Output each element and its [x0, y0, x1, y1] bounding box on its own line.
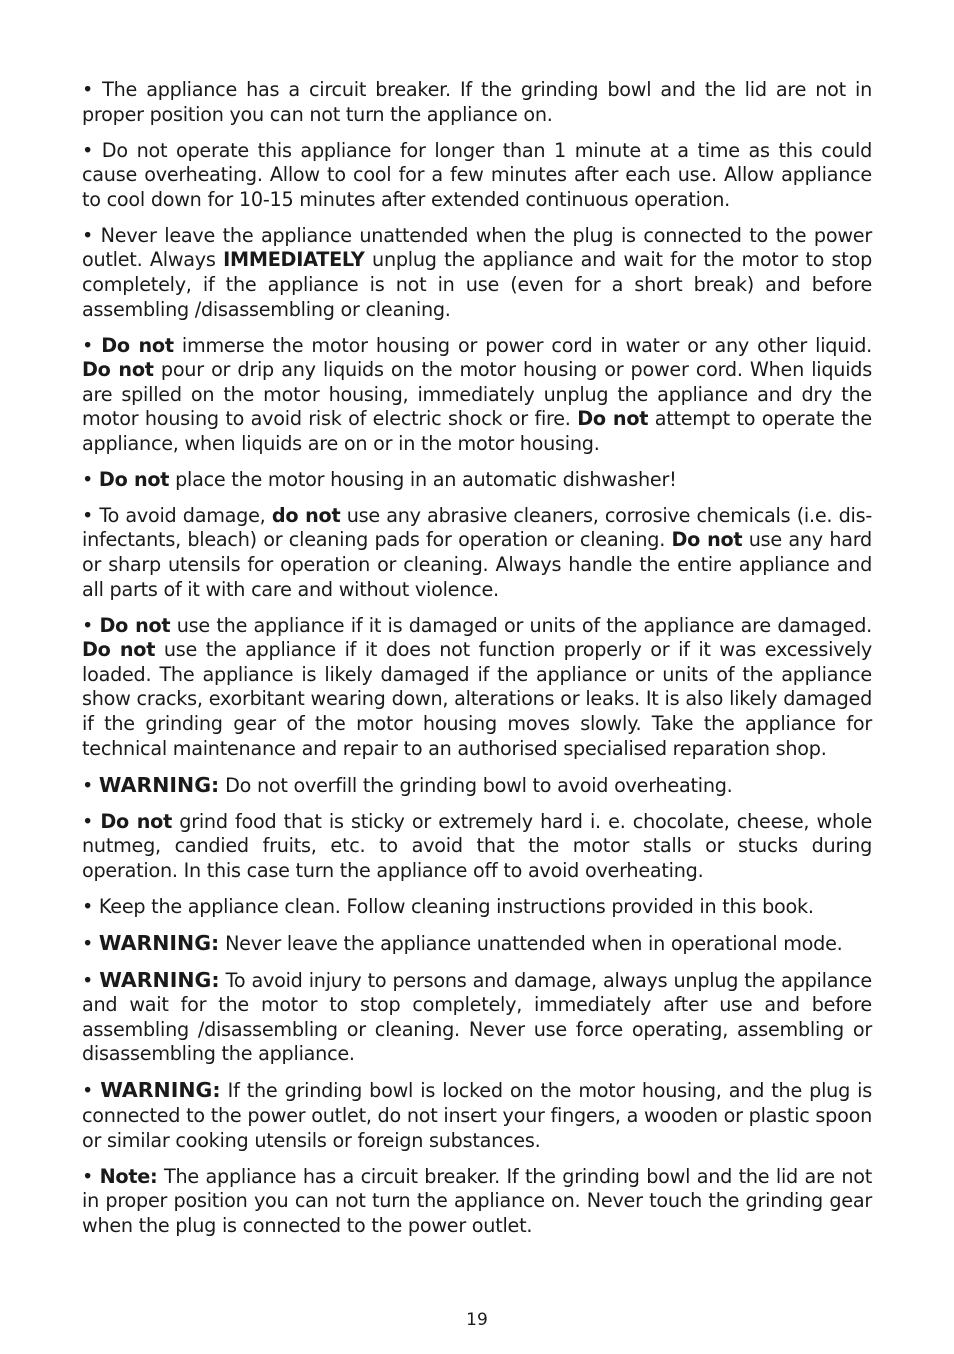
paragraph-text: •: [82, 809, 101, 833]
emphasis-text: Do not: [101, 333, 174, 357]
paragraph-text: • Never leave the appliance unattended when the plug is connected to the power outlet. Always: [82, 223, 872, 272]
paragraph-text: attempt to operate the appliance, when liquids are on or in the motor housing.: [82, 407, 872, 455]
paragraph-text: pour or drip any liquids on the motor housing or power cord. When liquids are spilled on the motor housing, immediately unplug the appliance and dry the motor housing to avoid risk of electric shock or fire.: [82, 358, 872, 431]
paragraph-text: To avoid injury to persons and damage, always unplug the appilance and wait for the motor to stop completely, immediately after use and before assembling /disassembling or cleaning. Never use force operating, assembling or disassembling the appliance.: [82, 968, 872, 1066]
paragraph-text: Do not overfill the grinding bowl to avoid overheating.: [219, 773, 733, 797]
paragraph-text: The appliance has a circuit breaker. If the grinding bowl and the lid are not in proper position you can not turn the appliance on. Never touch the grinding gear when the plug is connected to the power outlet.: [82, 1164, 872, 1237]
emphasis-text: Do not: [100, 809, 173, 833]
paragraph-text: • Do not operate this appliance for longer than 1 minute at a time as this could cause overheating. Allow to cool for a few minutes after each use. Allow appliance to cool down for 10-15 minutes after extended continuous operation.: [82, 138, 872, 211]
safety-paragraph: [82, 504, 872, 602]
paragraph-text: •: [82, 333, 102, 357]
paragraph-text: immerse the motor housing or power cord in water or any other liquid.: [173, 333, 872, 357]
safety-paragraph: [82, 614, 872, 762]
paragraph-text: place the motor housing in an automatic dishwasher!: [169, 467, 677, 491]
safety-paragraph: [82, 224, 872, 322]
paragraph-text: unplug the appliance and wait for the motor to stop completely, if the appliance is not in use (even for a short break) and before assembling /disassembling or cleaning.: [82, 248, 872, 321]
paragraph-text: •: [82, 1079, 101, 1103]
paragraph-text: use any abrasive cleaners, corrosive chemicals (i.e. dis-infectants, bleach) or cleaning pads for operation or cleaning.: [82, 503, 872, 552]
paragraph-text: •: [82, 968, 100, 992]
emphasis-text: Do not: [577, 407, 649, 431]
emphasis-text: Do not: [98, 467, 170, 491]
emphasis-text: WARNING:: [99, 967, 220, 992]
paragraph-text: •: [82, 467, 99, 491]
paragraph-text: use any hard or sharp utensils for operation or cleaning. Always handle the entire appliance and all parts of it with care and without violence.: [82, 528, 872, 601]
emphasis-text: WARNING:: [98, 930, 220, 955]
paragraph-text: •: [82, 613, 100, 637]
emphasis-text: WARNING:: [98, 772, 220, 797]
emphasis-text: Note:: [99, 1164, 158, 1188]
emphasis-text: WARNING:: [100, 1078, 221, 1103]
emphasis-text: IMMEDIATELY: [223, 248, 365, 272]
safety-paragraph: [82, 139, 872, 213]
emphasis-text: Do not: [671, 528, 743, 552]
paragraph-text: •: [82, 931, 99, 955]
page-number: 19: [466, 1310, 488, 1330]
safety-paragraph: [82, 78, 872, 127]
paragraph-text: use the appliance if it does not function properly or if it was excessively loaded. The appliance is likely damaged if the appliance or units of the appliance show cracks, exorbitant wearing down, alterations or leaks. It is also likely damaged if the grinding gear of the motor housing moves slowly. Take the appliance for technical maintenance and repair to an authorised specialised reparation shop.: [82, 638, 872, 760]
paragraph-text: Never leave the appliance unattended when in operational mode.: [219, 931, 843, 955]
safety-paragraph: [82, 895, 872, 920]
safety-paragraph: [82, 810, 872, 884]
safety-paragraph: [82, 468, 872, 493]
emphasis-text: do not: [271, 503, 341, 527]
safety-paragraph: [82, 334, 872, 457]
safety-paragraph: [82, 773, 872, 799]
safety-paragraph: [82, 968, 872, 1067]
paragraph-text: •: [82, 1164, 100, 1188]
paragraph-text: • To avoid damage,: [82, 503, 272, 527]
document-body: [82, 78, 872, 1250]
safety-paragraph: [82, 931, 872, 957]
emphasis-text: Do not: [82, 638, 156, 662]
safety-paragraph: [82, 1078, 872, 1153]
paragraph-text: • Keep the appliance clean. Follow cleaning instructions provided in this book.: [82, 894, 814, 918]
safety-paragraph: [82, 1165, 872, 1239]
paragraph-text: use the appliance if it is damaged or units of the appliance are damaged.: [170, 613, 872, 637]
paragraph-text: •: [82, 773, 99, 797]
paragraph-text: If the grinding bowl is locked on the motor housing, and the plug is connected to the power outlet, do not insert your fingers, a wooden or plastic spoon or similar cooking utensils or foreign substances.: [82, 1079, 872, 1152]
emphasis-text: Do not: [82, 358, 154, 382]
paragraph-text: • The appliance has a circuit breaker. If the grinding bowl and the lid are not in proper position you can not turn the appliance on.: [82, 78, 872, 126]
emphasis-text: Do not: [99, 613, 171, 637]
paragraph-text: grind food that is sticky or extremely hard i. e. chocolate, cheese, whole nutmeg, candied fruits, etc. to avoid that the motor stalls or stucks during operation. In this case turn the appliance off to avoid overheating.: [82, 809, 872, 882]
